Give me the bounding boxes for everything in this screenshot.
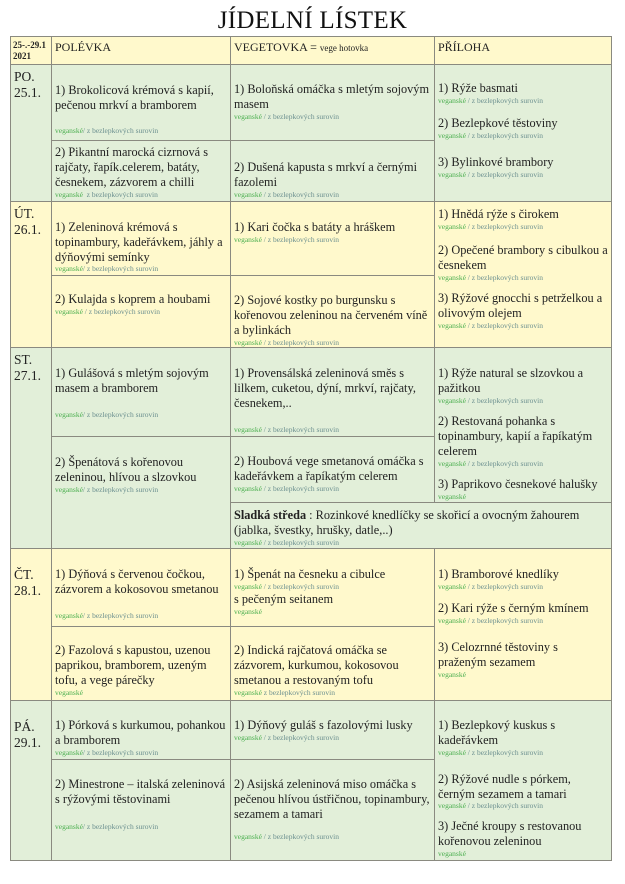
menu-item	[435, 819, 611, 849]
day-name: PÁ.	[14, 719, 35, 734]
vegan-tag: veganské	[438, 492, 466, 501]
menu-item	[435, 718, 611, 748]
menu-item	[52, 83, 230, 113]
dish-text: 2) Opečené brambory s cibulkou a česnekem	[438, 243, 608, 272]
dish-text: 1) Rýže basmati	[438, 81, 518, 95]
vegan-tag: veganské	[438, 582, 466, 591]
gluten-free-tag: / z bezlepkových surovin	[263, 338, 339, 347]
diet-note	[435, 96, 611, 106]
day-cell-wednesday	[10, 347, 52, 549]
day-date: 25.1.	[14, 85, 41, 100]
soup-cell	[51, 201, 231, 276]
soup-cell	[51, 140, 231, 202]
vegan-tag: veganské	[438, 849, 466, 858]
menu-item	[435, 291, 611, 321]
menu-item	[435, 772, 611, 802]
diet-note	[231, 538, 611, 548]
diet-note	[435, 131, 611, 141]
menu-item	[435, 116, 611, 131]
dish-text: : Rozinkové knedlíčky se skořicí a ovocným žahourem (jablka, švestky, hrušky, datle,..)	[234, 508, 580, 537]
side-cell	[434, 548, 612, 701]
gluten-free-tag: / z bezlepkových surovin	[84, 307, 160, 316]
vegan-tag: veganské	[234, 733, 262, 742]
dish-text: 1) Rýže natural se slzovkou a pažitkou	[438, 366, 584, 395]
dish-text: 3) Paprikovo česnekové halušky	[438, 477, 598, 491]
day-name: ČT.	[14, 567, 34, 582]
vegan-tag: veganské	[234, 112, 262, 121]
dish-text: 2) Houbová vege smetanová omáčka s kadeřávkem a řapíkatým celerem	[234, 454, 424, 483]
day-name: ÚT.	[14, 206, 35, 221]
day-cell-tuesday	[10, 201, 52, 348]
gluten-free-tag: / z bezlepkových surovin	[467, 748, 543, 757]
gluten-free-tag: / z bezlepkových surovin	[467, 170, 543, 179]
gluten-free-tag: / z bezlepkových surovin	[467, 273, 543, 282]
sweet-label: Sladká středa	[234, 508, 307, 522]
diet-note	[52, 611, 230, 621]
gluten-free-tag: / z bezlepkových surovin	[263, 190, 339, 199]
dish-text: s pečeným seitanem	[234, 592, 334, 606]
dish-text: 1) Boloňská omáčka s mletým sojovým masem	[234, 82, 430, 111]
gluten-free-tag: / z bezlepkových surovin	[467, 396, 543, 405]
vegan-tag: veganské	[234, 832, 262, 841]
vegan-tag: veganské	[234, 235, 262, 244]
menu-item	[52, 455, 230, 485]
dish-text: 1) Kari čočka s batáty a hráškem	[234, 220, 396, 234]
soup-cell	[51, 759, 231, 861]
menu-item	[52, 366, 230, 396]
diet-note	[435, 459, 611, 469]
menu-item	[435, 243, 611, 273]
diet-note	[435, 273, 611, 283]
dish-text: 2) Kulajda s koprem a houbami	[55, 292, 211, 306]
sweet-wednesday-cell	[230, 502, 612, 549]
vegan-tag: veganské	[438, 748, 466, 757]
gluten-free-tag: / z bezlepkových surovin	[467, 321, 543, 330]
gluten-free-tag: / z bezlepkových surovin	[467, 459, 543, 468]
dish-text: 2) Sojové kostky po burgunsku s kořenovou zeleninou na červeném víně a bylinkách	[234, 293, 428, 337]
diet-note	[435, 396, 611, 406]
diet-note	[231, 425, 434, 435]
vegan-tag: veganské	[55, 611, 83, 620]
vegan-tag: veganské	[55, 410, 83, 419]
soup-cell	[51, 275, 231, 348]
dish-text: 3) Celozrnné těstoviny s praženým sezamem	[438, 640, 558, 669]
vegan-tag: veganské	[234, 607, 262, 616]
gluten-free-tag: / z bezlepkových surovin	[82, 126, 159, 135]
vege-cell	[230, 700, 435, 760]
dish-text: 3) Ječné kroupy s restovanou kořenovou zeleninou	[438, 819, 582, 848]
menu-item	[52, 777, 230, 807]
vegan-tag: veganské	[55, 190, 83, 199]
menu-item	[231, 777, 434, 822]
gluten-free-tag: / z bezlepkových surovin	[82, 264, 159, 273]
dish-text: 2) Bezlepkové těstoviny	[438, 116, 558, 130]
gluten-free-tag: / z bezlepkových surovin	[263, 235, 339, 244]
menu-item	[231, 366, 434, 411]
diet-note	[52, 264, 230, 274]
dish-text: 1) Provensálská zeleninová směs s lilkem, cuketou, dýní, mrkví, rajčaty, česnekem,..	[234, 366, 416, 410]
vegan-tag: veganské	[234, 338, 262, 347]
day-cell-monday	[10, 64, 52, 202]
gluten-free-tag: / z bezlepkových surovin	[467, 801, 543, 810]
side-cell	[434, 201, 612, 348]
header-side: PŘÍLOHA	[434, 36, 612, 65]
gluten-free-tag: / z bezlepkových surovin	[263, 425, 339, 434]
vegan-tag: veganské	[438, 670, 466, 679]
menu-item	[435, 155, 611, 170]
menu-item	[435, 414, 611, 459]
vege-cell	[230, 759, 435, 861]
vegan-tag: veganské	[438, 131, 466, 140]
dish-text: 1) Hnědá rýže s čirokem	[438, 207, 559, 221]
menu-item	[52, 567, 230, 597]
diet-note	[435, 582, 611, 592]
gluten-free-tag: / z bezlepkových surovin	[467, 582, 543, 591]
dish-text: 1) Pórková s kurkumou, pohankou a bramborem	[55, 718, 226, 747]
menu-item	[435, 640, 611, 670]
gluten-free-tag: / z bezlepkových surovin	[263, 484, 339, 493]
diet-note	[52, 190, 230, 200]
menu-item	[52, 220, 230, 265]
dish-text: 1) Dýňový guláš s fazolovými lusky	[234, 718, 413, 732]
diet-note	[52, 748, 230, 758]
day-date: 26.1.	[14, 222, 41, 237]
dish-text: 1) Bezlepkový kuskus s kadeřávkem	[438, 718, 556, 747]
day-date: 27.1.	[14, 368, 41, 383]
diet-note	[231, 832, 434, 842]
menu-item	[231, 454, 434, 484]
diet-note	[231, 484, 434, 494]
menu-item	[435, 601, 611, 616]
side-cell	[434, 700, 612, 861]
menu-item	[435, 477, 611, 492]
dish-text: 2) Rýžové nudle s pórkem, černým sezamem a tamari	[438, 772, 571, 801]
soup-cell	[51, 436, 231, 549]
menu-item	[52, 718, 230, 748]
diet-note	[435, 616, 611, 626]
gluten-free-tag: / z bezlepkových surovin	[263, 832, 339, 841]
menu-item	[52, 643, 230, 688]
dish-text: 1) Zeleninová krémová s topinambury, kadeřávkem, jáhly a dýňovými semínky	[55, 220, 223, 264]
diet-note	[435, 492, 611, 502]
diet-note	[435, 321, 611, 331]
header-vege-label: VEGETOVKA =	[234, 40, 317, 54]
dish-text: 2) Asijská zeleninová miso omáčka s pečenou hlívou ústřičnou, topinambury, sezamem a tamari	[234, 777, 430, 821]
menu-item	[231, 567, 434, 582]
diet-note	[231, 607, 434, 617]
day-date: 29.1.	[14, 735, 41, 750]
diet-note	[435, 748, 611, 758]
soup-cell	[51, 548, 231, 627]
menu-item	[435, 366, 611, 396]
day-name: PO.	[14, 69, 35, 84]
gluten-free-tag: / z bezlepkových surovin	[467, 222, 543, 231]
vegan-tag: veganské	[438, 273, 466, 282]
gluten-free-tag: / z bezlepkových surovin	[467, 616, 543, 625]
diet-note	[52, 307, 230, 317]
diet-note	[231, 112, 434, 122]
menu-item	[435, 81, 611, 96]
vegan-tag: veganské	[55, 822, 83, 831]
gluten-free-tag: / z bezlepkových surovin	[82, 822, 159, 831]
vegan-tag: veganské	[438, 459, 466, 468]
gluten-free-tag: z bezlepkových surovin	[263, 688, 336, 697]
vegan-tag: veganské	[438, 616, 466, 625]
vegan-tag: veganské	[234, 484, 262, 493]
diet-note	[52, 126, 230, 136]
menu-table	[10, 36, 612, 861]
gluten-free-tag: / z bezlepkových surovin	[263, 582, 339, 591]
menu-item	[231, 718, 434, 733]
vegan-tag: veganské	[55, 264, 83, 273]
date-range-text: 25-.-29.1	[13, 40, 46, 50]
menu-item	[52, 145, 230, 190]
gluten-free-tag: / z bezlepkových surovin	[82, 748, 159, 757]
vegan-tag: veganské	[438, 396, 466, 405]
vege-cell	[230, 548, 435, 627]
dish-text: 2) Indická rajčatová omáčka se zázvorem, kurkumou, kokosovou smetanou a restovaným tofu	[234, 643, 399, 687]
vege-cell	[230, 626, 435, 701]
vegan-tag: veganské	[55, 307, 83, 316]
header-soup: POLÉVKA	[51, 36, 231, 65]
vege-cell	[230, 347, 435, 437]
dish-text: 1) Bramborové knedlíky	[438, 567, 559, 581]
diet-note	[231, 582, 434, 592]
gluten-free-tag: / z bezlepkových surovin	[467, 131, 543, 140]
dish-text: 2) Pikantní marocká cizrnová s rajčaty, řapík.celerem, batáty, česnekem, zázvorem a chilli	[55, 145, 208, 189]
page-title: JÍDELNÍ LÍSTEK	[217, 7, 408, 34]
menu-item	[231, 160, 434, 190]
dish-text: 2) Špenátová s kořenovou zeleninou, hlívou a slzovkou	[55, 455, 197, 484]
soup-cell	[51, 64, 231, 141]
vegan-tag: veganské	[438, 321, 466, 330]
vegan-tag: veganské	[55, 748, 83, 757]
gluten-free-tag: / z bezlepkových surovin	[82, 611, 159, 620]
diet-note	[52, 410, 230, 420]
menu-item	[231, 643, 434, 688]
dish-text: 1) Brokolicová krémová s kapií, pečenou mrkví a bramborem	[55, 83, 214, 112]
vegan-tag: veganské	[55, 126, 83, 135]
day-name: ST.	[14, 352, 33, 367]
diet-note	[52, 822, 230, 832]
dish-text: 2) Kari rýže s černým kmínem	[438, 601, 589, 615]
diet-note	[231, 733, 434, 743]
day-cell-friday	[10, 700, 52, 861]
vegan-tag: veganské	[438, 96, 466, 105]
dish-text: 2) Fazolová s kapustou, uzenou paprikou, bramborem, uzeným tofu, a vege párečky	[55, 643, 211, 687]
vegan-tag: veganské	[234, 582, 262, 591]
menu-item	[231, 293, 434, 338]
soup-cell	[51, 700, 231, 760]
dish-text: 3) Rýžové gnocchi s petrželkou a olivovým olejem	[438, 291, 603, 320]
diet-note	[231, 688, 434, 698]
gluten-free-tag: / z bezlepkových surovin	[263, 538, 339, 547]
header-date-range	[10, 36, 52, 65]
vegan-tag: veganské	[438, 801, 466, 810]
year-text: 2021	[13, 51, 31, 61]
menu-item	[435, 207, 611, 222]
dish-text: 1) Dýňová s červenou čočkou, zázvorem a kokosovou smetanou	[55, 567, 219, 596]
vege-cell	[230, 275, 435, 348]
side-cell	[434, 64, 612, 202]
diet-note	[231, 190, 434, 200]
menu-item	[435, 567, 611, 582]
vegan-tag: veganské	[55, 485, 83, 494]
vegan-tag: veganské	[234, 425, 262, 434]
header-vege-sub: vege hotovka	[319, 43, 369, 53]
vegan-tag: veganské	[438, 222, 466, 231]
dish-text: 2) Restovaná pohanka s topinambury, kapií a řapíkatým celerem	[438, 414, 593, 458]
vegan-tag: veganské	[234, 538, 262, 547]
soup-cell	[51, 626, 231, 701]
diet-note	[52, 485, 230, 495]
day-date: 28.1.	[14, 583, 41, 598]
diet-note	[231, 235, 434, 245]
gluten-free-tag: / z bezlepkových surovin	[467, 96, 543, 105]
dish-text: 1) Špenát na česneku a cibulce	[234, 567, 386, 581]
dish-text: 1) Gulášová s mletým sojovým masem a bramborem	[55, 366, 209, 395]
vege-cell	[230, 140, 435, 202]
gluten-free-tag: / z bezlepkových surovin	[263, 112, 339, 121]
header-vege	[230, 36, 435, 65]
vegan-tag: veganské	[55, 688, 83, 697]
diet-note	[435, 670, 611, 680]
vege-cell	[230, 201, 435, 276]
diet-note	[435, 222, 611, 232]
vege-cell	[230, 64, 435, 141]
menu-item	[231, 82, 434, 112]
diet-note	[435, 801, 611, 811]
side-cell	[434, 347, 612, 504]
vegan-tag: veganské	[234, 688, 262, 697]
diet-note	[435, 849, 611, 859]
vegan-tag: veganské	[438, 170, 466, 179]
vege-cell	[230, 436, 435, 503]
menu-item	[231, 592, 434, 607]
soup-cell	[51, 347, 231, 437]
gluten-free-tag: / z bezlepkových surovin	[82, 485, 159, 494]
vegan-tag: veganské	[234, 190, 262, 199]
dish-text: 3) Bylinkové brambory	[438, 155, 554, 169]
gluten-free-tag: z bezlepkových surovin	[86, 190, 158, 199]
day-cell-thursday	[10, 548, 52, 701]
diet-note	[52, 688, 230, 698]
menu-item	[231, 508, 611, 538]
gluten-free-tag: / z bezlepkových surovin	[263, 733, 339, 742]
menu-item	[231, 220, 434, 235]
dish-text: 2) Minestrone – italská zeleninová s rýžovými těstovinami	[55, 777, 226, 806]
gluten-free-tag: / z bezlepkových surovin	[82, 410, 159, 419]
menu-item	[52, 292, 230, 307]
dish-text: 2) Dušená kapusta s mrkví a černými fazolemi	[234, 160, 418, 189]
diet-note	[435, 170, 611, 180]
